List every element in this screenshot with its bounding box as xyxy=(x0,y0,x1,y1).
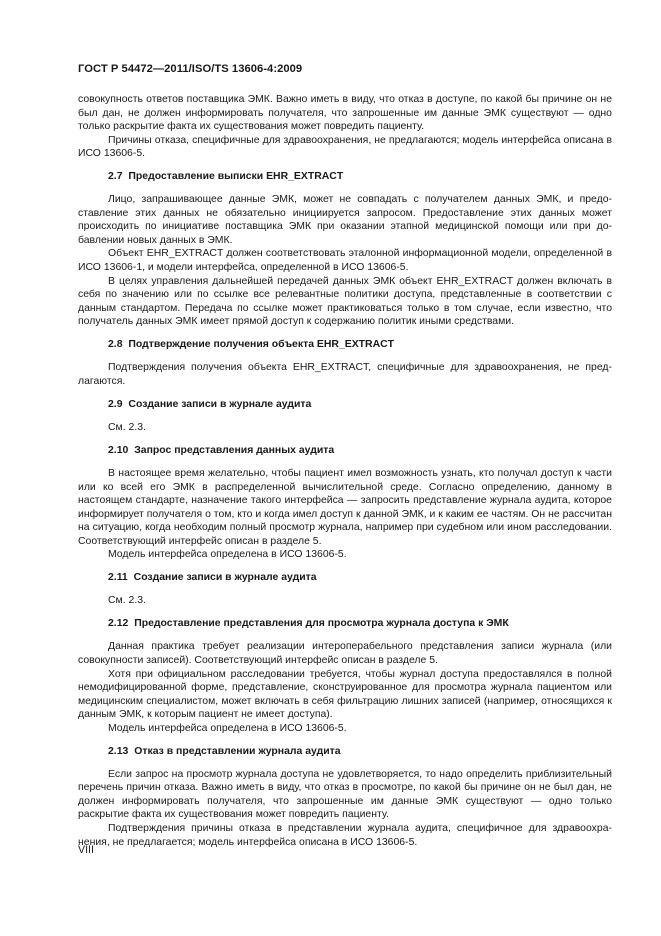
section-2-12-paragraph-1: Данная практика требует реализации интероперабельного представления записи журнала (или совокупности записей). Соответствующий интерфейс описан в разделе 5. xyxy=(78,641,612,666)
section-2-12-paragraph-2: Хотя при официальном расследовании требуется, чтобы журнал доступа предоставлялся в полной немодифицированной форме, представление, сконструированное для просмотра журнала пациентом или медицинским специалистом, может включать в себя фильтрацию лишних записей (например, относящихся к данным ЭМК, к которым пациент не имеет доступа). xyxy=(78,668,612,721)
section-2-9-paragraph-1: См. 2.3. xyxy=(108,421,146,433)
document-body xyxy=(78,93,612,849)
section-2-7-paragraph-1: Лицо, запрашивающее данные ЭМК, может не совпадать с получателем данных ЭМК, и предоставление этих данных не обязательно инициируется запросом. Предоставление этих данных может происходить по инициативе поставщика ЭМК при оказании этапной медицинской помощи или при добавлении новых данных в ЭМК. xyxy=(78,194,612,246)
section-2-7-paragraph-2: Объект EHR_EXTRACT должен соответствовать эталонной информационной модели, определенной в ИСО 13606-1, и модели интерфейса, определенной в ИСО 13606-5. xyxy=(78,248,612,273)
section-2-13-paragraph-1: Если запрос на просмотр журнала доступа не удовлетворяется, то надо определить приблизительный перечень причин отказа. Важно иметь в виду, что отказ в просмотре, по какой бы причине он не был дан, не должен информировать получателя, что запрошенные им данные ЭМК существуют — одно только раскрытие факта их существования может повредить пациенту. xyxy=(78,768,612,821)
section-2-7-paragraph-3: В целях управления дальнейшей передачей данных ЭМК объект EHR_EXTRACT должен включать в себя по значению или по ссылке все релевантные политики доступа, представленные в соответствии с данным стандартом. Передача по ссылке может практиковаться только в том случае, если известно, что получатель данных ЭМК имеет прямой доступ к содержанию политик иными средствами. xyxy=(78,275,612,328)
section-heading-2-8: 2.8 Подтверждение получения объекта EHR_EXTRACT xyxy=(108,339,395,351)
section-heading-2-7: 2.7 Предоставление выписки EHR_EXTRACT xyxy=(108,171,344,183)
section-heading-2-12: 2.12 Предоставление представления для просмотра журнала доступа к ЭМК xyxy=(108,618,509,630)
section-2-10-paragraph-1: В настоящее время желательно, чтобы пациент имел возможность узнать, кто получал доступ к части или ко всей его ЭМК в распределенной вычислительной среде. Согласно определению, данному в настоящем стандарте, назначение такого интерфейса — запросить представление журнала аудита, которое информирует получателя о том, кто и когда имел доступ к данной ЭМК, и к каким ее частям. Он не рассчитан на ситуацию, когда необходим полный просмотр журнала, например при судебном или ином расследовании. Соответствующий интерфейс описан в разделе 5. xyxy=(78,467,612,547)
document-header: ГОСТ Р 54472—2011/ISO/TS 13606-4:2009 xyxy=(78,63,303,75)
section-2-13-paragraph-2: Подтверждения причины отказа в представлении журнала аудита, специфичное для здравоохранения, не предлагается; модель интерфейса описана в ИСО 13606-5. xyxy=(78,822,612,848)
section-2-12-paragraph-3: Модель интерфейса определена в ИСО 13606-5. xyxy=(108,722,347,734)
section-heading-2-11: 2.11 Создание записи в журнале аудита xyxy=(108,572,317,584)
section-heading-2-9: 2.9 Создание записи в журнале аудита xyxy=(108,398,312,410)
intro-paragraph-1: совокупность ответов поставщика ЭМК. Важно иметь в виду, что отказ в доступе, по какой бы причине он не был дан, не должен информировать получателя, что запрошенные им данные ЭМК существуют — одно только раскрытие факта их существования может повредить пациенту. xyxy=(78,94,612,133)
section-2-8-paragraph-1: Подтверждения получения объекта EHR_EXTRACT, специфичные для здравоохранения, не предлагаются. xyxy=(78,362,612,387)
section-2-11-paragraph-1: См. 2.3. xyxy=(108,595,146,607)
section-2-10-paragraph-2: Модель интерфейса определена в ИСО 13606-5. xyxy=(108,549,347,561)
section-heading-2-13: 2.13 Отказ в представлении журнала аудита xyxy=(108,745,341,757)
section-heading-2-10: 2.10 Запрос представления данных аудита xyxy=(108,445,335,457)
intro-paragraph-2: Причины отказа, специфичные для здравоохранения, не предлагаются; модель интерфейса описана в ИСО 13606-5. xyxy=(78,134,612,160)
page-number: VIII xyxy=(78,844,94,856)
